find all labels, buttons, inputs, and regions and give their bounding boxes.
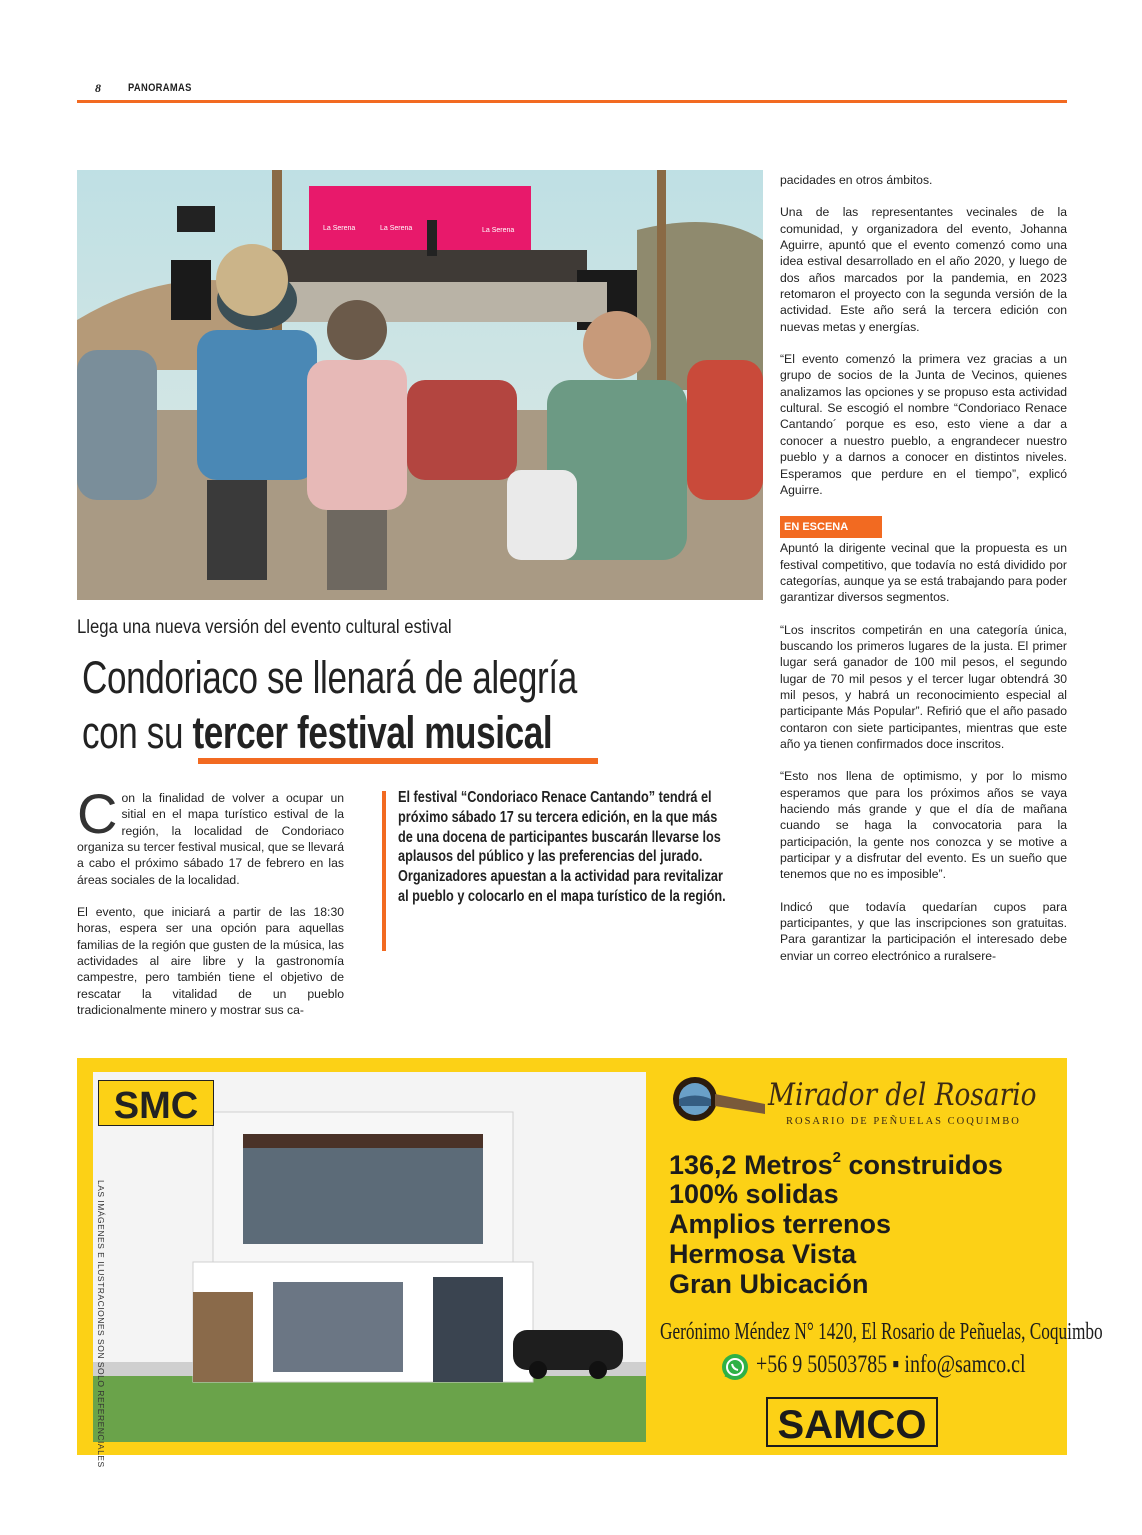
headline-line-2 xyxy=(82,707,552,759)
samco-logo xyxy=(766,1397,938,1447)
col3-paragraph-4: Apuntó la dirigente vecinal que la propuesta es un festival competitivo, que todavía no está dividido por categorías, aunque ya se está trabajando para poder garantizar diversos segmentos. xyxy=(780,541,1067,605)
smc-logo xyxy=(98,1080,214,1126)
samco-logo-text: SAMCO xyxy=(777,1403,927,1447)
house-rendering xyxy=(93,1072,646,1442)
brand-name: Mirador del Rosario xyxy=(768,1077,1037,1113)
pullquote: El festival “Condoriaco Renace Cantando” tendrá el próximo sábado 17 su tercera edición, en la que más de una docena de participantes buscarán llevarse los aplausos del público y las preferencias del jurado. Organizadores apuestan a la actividad para revitalizar al pueblo y colocarlo en el mapa turístico de la región. xyxy=(398,789,726,905)
ad-feature-4: Hermosa Vista xyxy=(669,1239,857,1269)
brand-subtitle: ROSARIO DE PEÑUELAS COQUIMBO xyxy=(786,1116,1021,1127)
col3-paragraph-3: “El evento comenzó la primera vez gracias a un grupo de socios de la Junta de Vecinos, quienes analizamos las opciones y se propuso esta actividad cultural. Se escogió el nombre “Condoriaco Renace Cantando´ porque es eso, esto viene a dar a conocer a nuestro pueblo, a engrandecer nuestro pueblo y a darnos a conocer en distintos niveles. Esperamos que perdure en el tiempo”, explicó Aguirre. xyxy=(780,352,1067,497)
ad-feature-1-end: construidos xyxy=(840,1150,1003,1180)
article-column-1 xyxy=(77,782,344,1034)
smc-logo-text: SMC xyxy=(113,1085,199,1126)
whatsapp-icon xyxy=(721,1353,749,1381)
headline-underline xyxy=(198,758,598,764)
ad-phone: +56 9 50503785 xyxy=(756,1351,888,1378)
banner-text-3: La Serena xyxy=(482,227,515,234)
ad-feature-1-sup: 2 xyxy=(832,1149,841,1166)
ad-feature-1 xyxy=(669,1149,1003,1181)
festival-photo xyxy=(77,170,763,600)
ad-email: info@samco.cl xyxy=(904,1351,1026,1378)
article-column-3 xyxy=(780,172,1067,980)
ad-disclaimer: LAS IMÁGENES E ILUSTRACIONES SON SOLO REFERENCIALES xyxy=(96,1180,106,1468)
ad-feature-3: Amplios terrenos xyxy=(669,1209,892,1239)
ad-address: Gerónimo Méndez N° 1420, El Rosario de Peñuelas, Coquimbo xyxy=(660,1319,1103,1345)
drop-cap: C xyxy=(77,782,118,845)
headline-emphasis: tercer festival musical xyxy=(192,707,553,758)
col1-paragraph-2: El evento, que iniciará a partir de las 18:30 horas, espera ser una opción para aquellas familias de la región que gusten de la música, las actividades al aire libre y la gastronomía campestre, pero también tiene el objetivo de rescatar la vitalidad de un pueblo tradicionalmente minero y mostrar sus ca- xyxy=(77,905,344,1018)
col3-paragraph-1: pacidades en otros ámbitos. xyxy=(780,173,933,187)
ad-contact xyxy=(756,1351,1026,1379)
ad-feature-2: 100% solidas xyxy=(669,1179,839,1209)
col3-paragraph-6: “Esto nos llena de optimismo, y por lo mismo esperamos que para los próximos años se vaya haciendo más grande y que el día de mañana cuando se haga la convocatoria para la participación, la gente nos conozca y se motive a participar y a disfrutar del evento. Es un sueño que tenemos que no es imposible”. xyxy=(780,769,1067,882)
header-rule xyxy=(77,100,1067,103)
section-title: PANORAMAS xyxy=(128,82,192,94)
banner-text-1: La Serena xyxy=(323,225,356,232)
page-number: 8 xyxy=(95,81,101,95)
headline-plain: con su xyxy=(82,707,193,758)
col3-paragraph-5: “Los inscritos competirán en una categoría única, buscando los primeros lugares de la justa. El primer lugar será ganador de 100 mil pesos, el segundo lugar de 70 mil pesos y el tercer lugar obtendrá 30 mil pesos, y habrá un reconocimiento especial al participante Más Popular”. Refirió que el año pasado contaron con siete participantes, mientras que este año ya tienen confirmados doce inscritos. xyxy=(780,622,1067,751)
col3-paragraph-7: Indicó que todavía quedarían cupos para participantes, y que las inscripciones son gratuitas. Para garantizar la participación el interesado debe enviar un correo electrónico a ruralsere- xyxy=(780,899,1067,963)
col1-paragraph-1: on la finalidad de volver a ocupar un sitial en el mapa turístico estival de la región, la localidad de Condoriaco organiza su tercer festival musical, que se llevará a cabo el próximo sábado 17 de febrero en las áreas sociales de la localidad. xyxy=(77,791,344,887)
subhead-en-escena: EN ESCENA xyxy=(780,516,882,538)
headline-line-1: Condoriaco se llenará de alegría xyxy=(82,652,577,703)
telescope-icon xyxy=(667,1074,767,1124)
banner-text-2: La Serena xyxy=(380,225,413,232)
ad-separator: ▪ xyxy=(892,1351,900,1378)
ad-feature-5: Gran Ubicación xyxy=(669,1269,869,1299)
article-kicker: Llega una nueva versión del evento cultural estival xyxy=(77,617,452,638)
col3-paragraph-2: Una de las representantes vecinales de la comunidad, y organizadora del evento, Johanna Aguirre, apuntó que el evento comenzó como una idea estival desarrollado en el año 2020, y luego de dos años marcados por la pandemia, en 2023 retomaron el proyecto con la segunda versión de la actividad. Este año será la tercera edición con nuevas metas y energías. xyxy=(780,205,1067,334)
pullquote-bar xyxy=(382,791,386,951)
ad-feature-1-text: 136,2 Metros xyxy=(669,1150,833,1180)
